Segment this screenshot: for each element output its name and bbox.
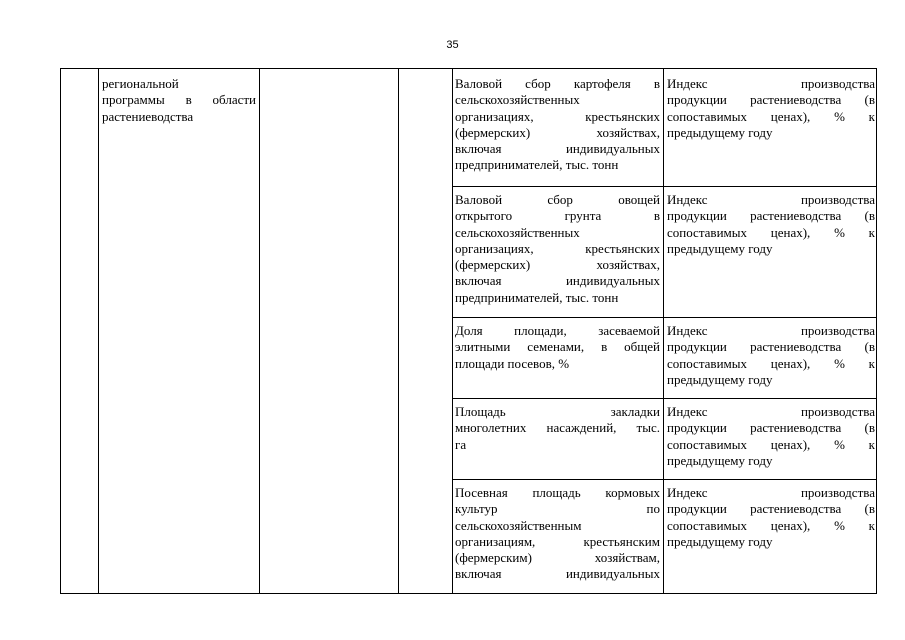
text-line: Индекс производства [667, 192, 875, 207]
row-divider [452, 186, 876, 187]
text-line: сопоставимых ценах), % к [667, 517, 875, 533]
text-line: предыдущему году [667, 533, 773, 549]
program-table [60, 68, 877, 594]
indicator-cell [455, 76, 660, 174]
page-number: 35 [446, 39, 459, 51]
text-line: Валовой сбор овощей [455, 192, 660, 207]
text-line: включая индивидуальных [455, 273, 660, 289]
text-line: Индекс производства [667, 323, 875, 338]
column-divider [259, 69, 260, 593]
text-line: Доля площади, засеваемой [455, 323, 660, 338]
text-line: предыдущему году [667, 240, 773, 256]
text-line: сопоставимых ценах), % к [667, 355, 875, 371]
text-line: (фермерских) хозяйствах, [455, 124, 660, 140]
text-line: предыдущему году [667, 371, 773, 387]
text-line: Площадь закладки [455, 404, 660, 419]
text-line: элитными семенами, в общей [455, 339, 660, 355]
text-line: га [455, 436, 467, 452]
column-divider [398, 69, 399, 593]
goal-cell [667, 323, 875, 388]
text-line: продукции растениеводства (в [667, 208, 875, 224]
text-line: растениеводства [102, 108, 194, 124]
goal-cell [667, 192, 875, 257]
text-line: сопоставимых ценах), % к [667, 436, 875, 452]
column-divider [452, 69, 453, 593]
row-divider [452, 398, 876, 399]
text-line: предыдущему году [667, 124, 773, 140]
column-divider [98, 69, 99, 593]
text-line: площади посевов, % [455, 355, 570, 371]
text-line: Индекс производства [667, 404, 875, 419]
text-line: Индекс производства [667, 485, 875, 500]
text-line: предыдущему году [667, 452, 773, 468]
indicator-cell [455, 404, 660, 453]
goal-cell [667, 76, 875, 141]
text-line: (фермерских) хозяйствах, [455, 257, 660, 273]
text-line: организациях, крестьянских [455, 108, 660, 124]
text-line: предпринимателей, тыс. тонн [455, 289, 619, 305]
text-line: культур по [455, 501, 660, 517]
text-line: включая индивидуальных [455, 141, 660, 157]
text-line: сельскохозяйственных [455, 224, 580, 240]
text-line: сельскохозяйственных [455, 92, 580, 108]
text-line: сопоставимых ценах), % к [667, 108, 875, 124]
text-line: Посевная площадь кормовых [455, 485, 660, 500]
row-divider [452, 317, 876, 318]
text-line: сельскохозяйственным [455, 517, 582, 533]
text-line: (фермерским) хозяйствам, [455, 550, 660, 566]
text-line: продукции растениеводства (в [667, 339, 875, 355]
text-line: открытого грунта в [455, 208, 660, 224]
text-line: организациях, крестьянских [455, 240, 660, 256]
text-line: продукции растениеводства (в [667, 501, 875, 517]
goal-cell [667, 485, 875, 550]
goal-cell [667, 404, 875, 469]
text-line: программы в области [102, 92, 256, 108]
row-divider [452, 479, 876, 480]
text-line: Индекс производства [667, 76, 875, 91]
indicator-cell [455, 485, 660, 583]
text-line: региональной [102, 76, 179, 91]
column-divider [663, 69, 664, 593]
text-line: продукции растениеводства (в [667, 420, 875, 436]
indicator-cell [455, 323, 660, 372]
text-line: продукции растениеводства (в [667, 92, 875, 108]
text-line: включая индивидуальных [455, 566, 660, 582]
text-line: сопоставимых ценах), % к [667, 224, 875, 240]
text-line: предпринимателей, тыс. тонн [455, 157, 619, 173]
program-cell [102, 76, 256, 125]
text-line: организациям, крестьянским [455, 533, 660, 549]
text-line: Валовой сбор картофеля в [455, 76, 660, 91]
text-line: многолетних насаждений, тыс. [455, 420, 660, 436]
indicator-cell [455, 192, 660, 306]
